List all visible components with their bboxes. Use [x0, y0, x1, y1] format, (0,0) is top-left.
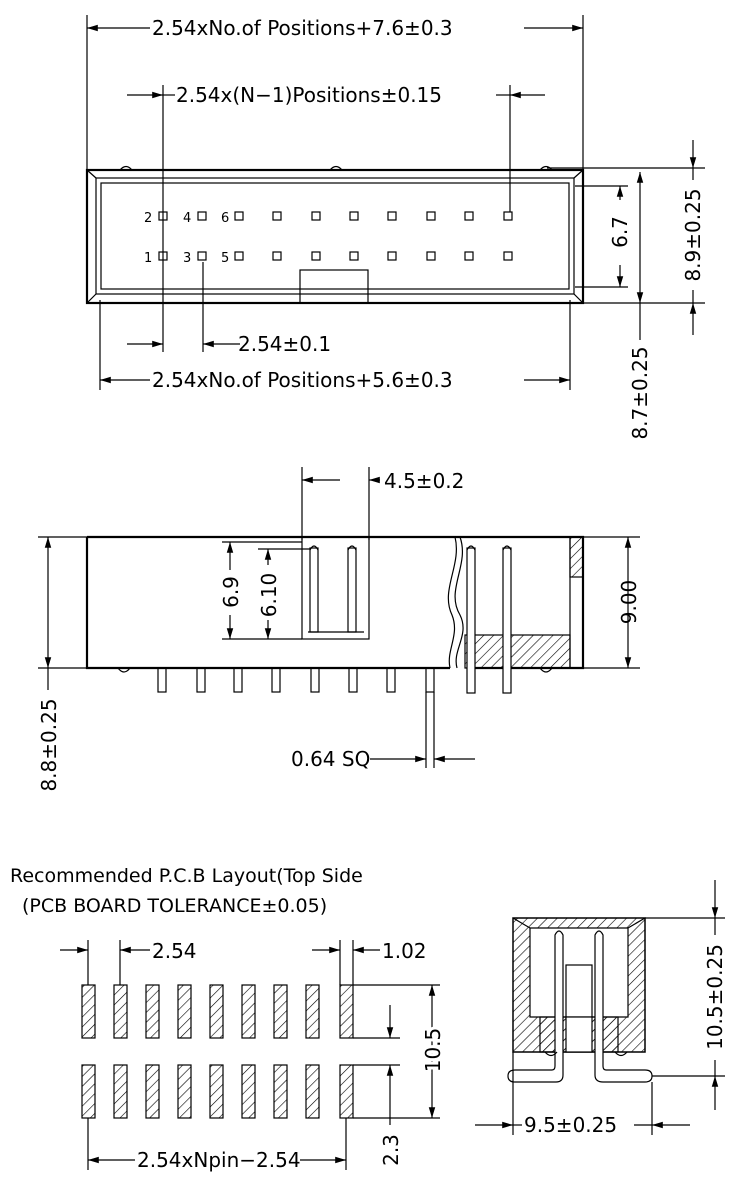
pcb-layout — [10, 865, 445, 1172]
offset-height-label: 8.7±0.25 — [628, 346, 652, 440]
inner-width-label: 6.7 — [608, 216, 632, 248]
pin-size-label: 0.64 SQ — [291, 747, 371, 771]
pin-span-label: 2.54x(N−1)Positions±0.15 — [176, 83, 442, 107]
pin-height-label: 6.10 — [257, 572, 281, 618]
inner-length-label: 2.54xNo.of Positions+5.6±0.3 — [152, 368, 453, 392]
top-view — [87, 15, 705, 440]
pcb-pitch-label: 2.54 — [152, 939, 197, 963]
pad-width-label: 1.02 — [382, 939, 427, 963]
end-height-label: 10.5±0.25 — [703, 944, 727, 1050]
end-width-label: 9.5±0.25 — [524, 1113, 618, 1137]
pcb-layout-title: Recommended P.C.B Layout(Top Side — [10, 865, 363, 887]
pin-label-3: 3 — [183, 251, 192, 266]
side-view — [37, 467, 641, 792]
pcb-span-label: 2.54xNpin−2.54 — [137, 1148, 301, 1172]
key-width-label: 4.5±0.2 — [384, 469, 465, 493]
pin-label-4: 4 — [183, 211, 192, 226]
overall-length-label: 2.54xNo.of Positions+7.6±0.3 — [152, 16, 453, 40]
pin-row-bottom — [159, 252, 512, 260]
pin-label-2: 2 — [144, 211, 153, 226]
pin-row-top — [159, 212, 512, 220]
row-spacing-label: 10.5 — [421, 1027, 445, 1073]
outer-width-label: 8.9±0.25 — [681, 188, 705, 282]
pad-row-top — [82, 985, 353, 1038]
pin-label-5: 5 — [221, 251, 230, 266]
end-view — [475, 880, 727, 1137]
pin-label-1: 1 — [144, 251, 153, 266]
pad-offset-label: 2.3 — [379, 1134, 403, 1166]
pcb-tolerance-note: (PCB BOARD TOLERANCE±0.05) — [22, 895, 328, 917]
inner-depth-label: 6.9 — [219, 576, 243, 608]
pad-row-bottom — [82, 1065, 353, 1118]
body-height-text: 9.00 — [617, 579, 641, 625]
pin-label-6: 6 — [221, 211, 230, 226]
total-height-label: 8.8±0.25 — [37, 698, 61, 792]
pin-tails — [158, 668, 434, 692]
pitch-label: 2.54±0.1 — [238, 332, 332, 356]
